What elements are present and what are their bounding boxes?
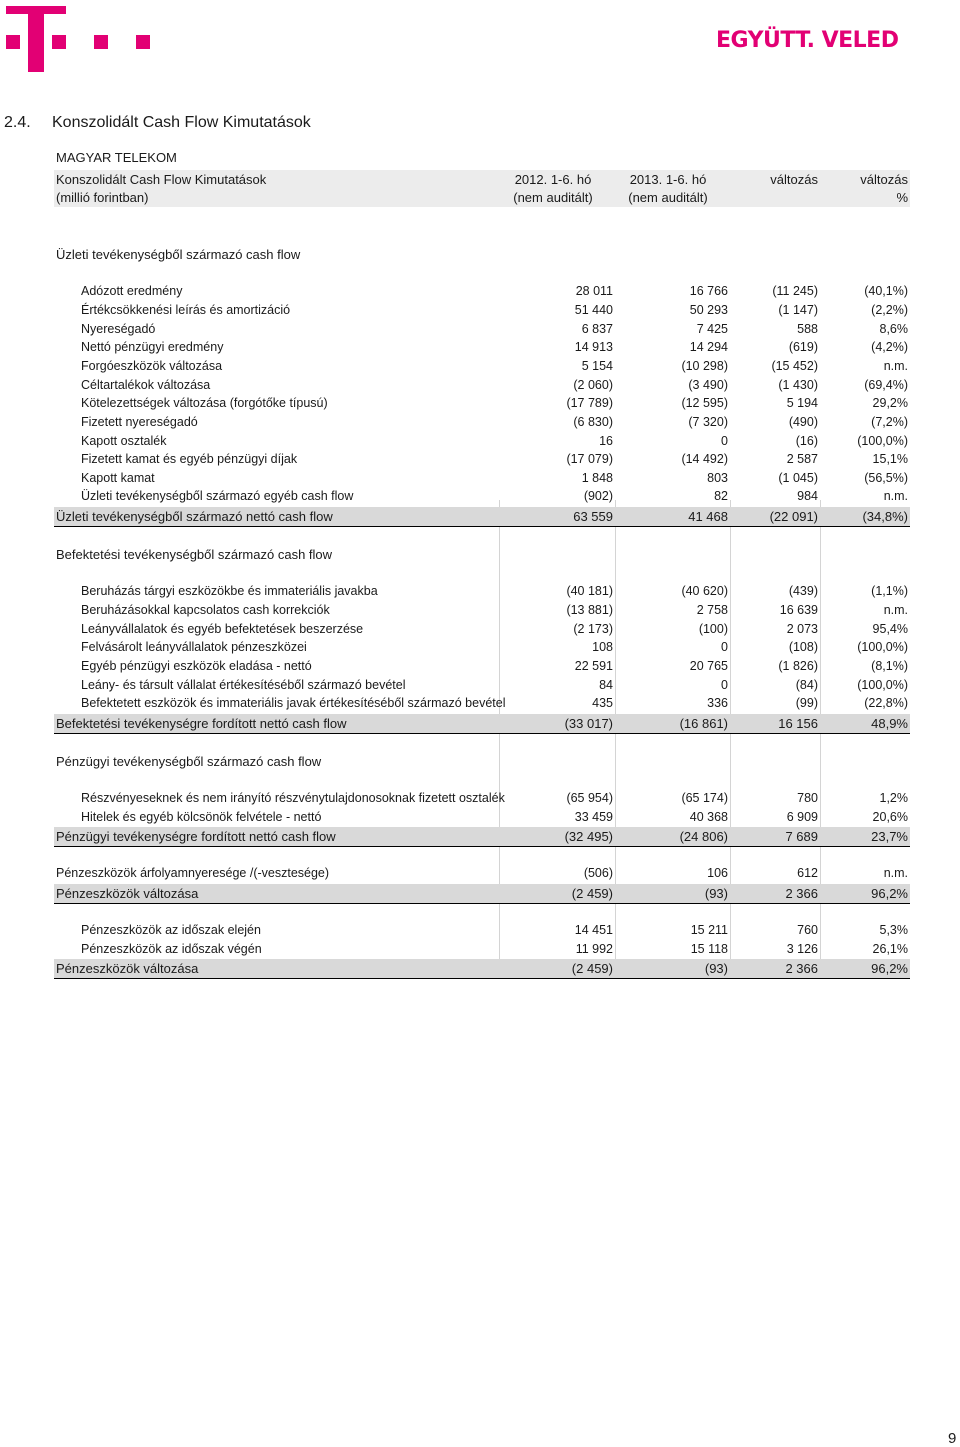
row-label: Pénzügyi tevékenységből származó cash flow: [56, 754, 322, 769]
value-change: 5 194: [786, 396, 818, 410]
value-2013: 16 766: [689, 284, 728, 298]
row-label: Pénzeszközök árfolyamnyeresége /(-vesztesége): [56, 866, 330, 880]
table-row: [54, 864, 910, 883]
value-2013: 14 294: [689, 340, 728, 354]
row-label: Pénzeszközök az időszak elején: [81, 923, 261, 937]
row-label: Üzleti tevékenységből származó nettó cash flow: [56, 509, 333, 524]
value-change: (1 826): [778, 659, 818, 673]
value-change-pct: (34,8%): [862, 509, 908, 524]
value-2013: 2 758: [696, 603, 728, 617]
value-change-pct: n.m.: [883, 359, 908, 373]
value-2012: 33 459: [574, 810, 613, 824]
section-row: [54, 545, 910, 564]
value-change: 588: [797, 322, 818, 336]
value-2013: (14 492): [681, 452, 728, 466]
value-2012: (13 881): [566, 603, 613, 617]
value-2012: (6 830): [573, 415, 613, 429]
value-change-pct: 8,6%: [879, 322, 908, 336]
row-label: Befektetési tevékenységből származó cash flow: [56, 547, 333, 562]
row-label: Értékcsökkenési leírás és amortizáció: [81, 303, 291, 317]
value-change-pct: 48,9%: [871, 716, 908, 731]
value-2013: 82: [714, 489, 728, 503]
table-row: [54, 921, 910, 940]
value-2012: 22 591: [574, 659, 613, 673]
row-label: Kötelezettségek változása (forgótőke típusú): [81, 396, 328, 410]
value-2013: 40 368: [689, 810, 728, 824]
table-row: [54, 808, 910, 827]
value-2013: (10 298): [681, 359, 728, 373]
value-2012: 28 011: [575, 284, 613, 298]
page-number: 9: [948, 1430, 957, 1447]
value-change: (16): [795, 434, 818, 448]
value-2012: (40 181): [566, 584, 613, 598]
table-row: [54, 357, 910, 376]
value-change-pct: (8,1%): [871, 659, 908, 673]
value-2013: 106: [707, 866, 728, 880]
total-row: [54, 959, 910, 979]
value-change-pct: n.m.: [883, 489, 908, 503]
table-row: [54, 694, 910, 713]
value-2013: (3 490): [688, 378, 728, 392]
value-2013: 15 211: [690, 923, 728, 937]
value-change-pct: 96,2%: [871, 961, 908, 976]
section-heading: [4, 114, 311, 132]
row-label: Leány- és társult vállalat értékesítéséből származó bevétel: [81, 678, 406, 692]
row-label: Adózott eredmény: [81, 284, 183, 298]
value-change-pct: 96,2%: [871, 886, 908, 901]
value-2013: 336: [707, 696, 728, 710]
table-row: [54, 657, 910, 676]
value-change: (99): [795, 696, 818, 710]
row-label: Pénzeszközök az időszak végén: [81, 942, 262, 956]
value-change-pct: (1,1%): [871, 584, 908, 598]
value-2012: 51 440: [574, 303, 613, 317]
value-2012: 6 837: [581, 322, 613, 336]
value-change-pct: 1,2%: [879, 791, 908, 805]
value-2012: (17 789): [566, 396, 613, 410]
value-2012: (32 495): [564, 829, 613, 844]
value-2012: 16: [599, 434, 613, 448]
value-change-pct: 26,1%: [872, 942, 908, 956]
value-2012: (902): [583, 489, 613, 503]
value-2012: (506): [583, 866, 613, 880]
table-unit: (millió forintban): [56, 190, 149, 205]
value-2012: (33 017): [564, 716, 613, 731]
row-label: Nettó pénzügyi eredmény: [81, 340, 224, 354]
table-row: [54, 601, 910, 620]
value-2012: (2 459): [571, 961, 613, 976]
value-2013: 0: [721, 678, 728, 692]
brand-slogan: EGYÜTT. VELED: [716, 28, 899, 53]
table-row: [54, 676, 910, 695]
value-change: 2 073: [786, 622, 818, 636]
total-row: [54, 827, 910, 847]
value-2013: (7 320): [688, 415, 728, 429]
row-label: Beruházásokkal kapcsolatos cash korrekciók: [81, 603, 330, 617]
value-change: 7 689: [785, 829, 818, 844]
row-label: Egyéb pénzügyi eszközök eladása - nettó: [81, 659, 312, 673]
value-2013: (12 595): [681, 396, 728, 410]
row-label: Pénzeszközök változása: [56, 961, 199, 976]
table-row: [54, 450, 910, 469]
value-change-pct: (100,0%): [857, 678, 908, 692]
value-change-pct: (7,2%): [871, 415, 908, 429]
value-2012: (17 079): [566, 452, 613, 466]
value-change-pct: (69,4%): [864, 378, 908, 392]
table-row: [54, 301, 910, 320]
value-change: 3 126: [786, 942, 818, 956]
value-2013: 50 293: [689, 303, 728, 317]
total-row: [54, 884, 910, 904]
row-label: Pénzeszközök változása: [56, 886, 199, 901]
value-2012: (2 060): [573, 378, 613, 392]
row-label: Részvényeseknek és nem irányító részvénytulajdonosoknak fizetett osztalék: [81, 791, 505, 805]
value-change-pct: (4,2%): [871, 340, 908, 354]
total-row: [54, 714, 910, 734]
value-change: (1 045): [778, 471, 818, 485]
value-2012: 84: [599, 678, 613, 692]
table-row: [54, 789, 910, 808]
table-title: Konszolidált Cash Flow Kimutatások: [56, 172, 267, 187]
value-change: (439): [788, 584, 818, 598]
table-row: [54, 638, 910, 657]
row-label: Hitelek és egyéb kölcsönök felvétele - nettó: [81, 810, 322, 824]
value-2013: (93): [704, 886, 728, 901]
table-row: [54, 940, 910, 959]
value-2012: 1 848: [581, 471, 613, 485]
value-2012: (2 459): [571, 886, 613, 901]
value-change: 2 366: [785, 961, 818, 976]
row-label: Üzleti tevékenységből származó cash flow: [56, 247, 301, 262]
row-label: Befektetési tevékenységre fordított nettó cash flow: [56, 716, 347, 731]
value-2013: 0: [721, 434, 728, 448]
col-change-pct-sub: %: [896, 190, 908, 205]
value-change-pct: 5,3%: [879, 923, 908, 937]
value-change: (84): [795, 678, 818, 692]
value-2013: (24 806): [679, 829, 728, 844]
table-row: [54, 320, 910, 339]
value-2013: (100): [698, 622, 728, 636]
value-2013: (93): [704, 961, 728, 976]
col-change-pct-header: változás: [860, 172, 908, 187]
value-change-pct: 95,4%: [872, 622, 908, 636]
value-2012: 108: [592, 640, 613, 654]
value-change: (490): [788, 415, 818, 429]
table-row: [54, 432, 910, 451]
total-row: [54, 507, 910, 527]
row-label: Felvásárolt leányvállalatok pénzeszközei: [81, 640, 307, 654]
table-row: [54, 394, 910, 413]
telekom-t-logo-icon: [6, 6, 156, 74]
row-label: Beruházás tárgyi eszközökbe és immateriális javakba: [81, 584, 378, 598]
company-name: MAGYAR TELEKOM: [56, 150, 177, 165]
value-2012: 11 992: [575, 942, 613, 956]
value-change: 2 366: [785, 886, 818, 901]
row-label: Kapott osztalék: [81, 434, 167, 448]
value-change: 6 909: [786, 810, 818, 824]
table-row: [54, 620, 910, 639]
value-change: 780: [797, 791, 818, 805]
value-change: 2 587: [786, 452, 818, 466]
value-2012: 14 451: [574, 923, 613, 937]
value-change: (108): [788, 640, 818, 654]
col-2012-header: 2012. 1-6. hó: [514, 172, 592, 187]
col-2013-sub: (nem auditált): [628, 190, 708, 205]
value-2013: (16 861): [679, 716, 728, 731]
value-2013: 803: [707, 471, 728, 485]
section-row: [54, 245, 910, 264]
value-2012: 5 154: [581, 359, 613, 373]
row-label: Pénzügyi tevékenységre fordított nettó cash flow: [56, 829, 336, 844]
value-change-pct: (56,5%): [864, 471, 908, 485]
value-2013: 7 425: [696, 322, 728, 336]
value-change: (11 245): [772, 284, 818, 298]
value-2013: (65 174): [681, 791, 728, 805]
value-change: (1 147): [778, 303, 818, 317]
row-label: Nyereségadó: [81, 322, 156, 336]
section-number: 2.4.: [4, 114, 31, 131]
value-change-pct: (100,0%): [857, 640, 908, 654]
value-change: (15 452): [771, 359, 818, 373]
value-change: (22 091): [769, 509, 818, 524]
table-row: [54, 282, 910, 301]
table-row: [54, 338, 910, 357]
value-2013: 20 765: [689, 659, 728, 673]
value-change: 612: [797, 866, 818, 880]
table-row: [54, 469, 910, 488]
row-label: Üzleti tevékenységből származó egyéb cash flow: [81, 489, 354, 503]
value-change-pct: n.m.: [883, 603, 908, 617]
row-label: Forgóeszközök változása: [81, 359, 223, 373]
value-2013: (40 620): [681, 584, 728, 598]
value-change: 984: [797, 489, 818, 503]
value-2012: (2 173): [573, 622, 613, 636]
col-2013-header: 2013. 1-6. hó: [629, 172, 707, 187]
table-row: [54, 376, 910, 395]
value-2013: 0: [721, 640, 728, 654]
section-title: Konszolidált Cash Flow Kimutatások: [52, 114, 311, 131]
row-label: Céltartalékok változása: [81, 378, 211, 392]
value-change: 760: [797, 923, 818, 937]
row-label: Fizetett kamat és egyéb pénzügyi díjak: [81, 452, 298, 466]
row-label: Kapott kamat: [81, 471, 155, 485]
value-change: (1 430): [778, 378, 818, 392]
table-row: [54, 487, 910, 506]
table-row: [54, 413, 910, 432]
value-2012: 435: [592, 696, 613, 710]
section-row: [54, 752, 910, 771]
value-change-pct: 23,7%: [871, 829, 908, 844]
value-change-pct: 15,1%: [872, 452, 908, 466]
value-2012: 63 559: [573, 509, 613, 524]
col-2012-sub: (nem auditált): [513, 190, 593, 205]
value-2012: 14 913: [574, 340, 613, 354]
value-change-pct: (40,1%): [864, 284, 908, 298]
table-header: [54, 170, 910, 207]
value-change-pct: 20,6%: [872, 810, 908, 824]
value-change-pct: (22,8%): [864, 696, 908, 710]
col-change-header: változás: [770, 172, 818, 187]
row-label: Befektetett eszközök és immateriális javak értékesítéséből származó bevétel: [81, 696, 506, 710]
value-2013: 15 118: [690, 942, 728, 956]
value-2012: (65 954): [566, 791, 613, 805]
table-row: [54, 582, 910, 601]
value-change: 16 156: [778, 716, 818, 731]
value-change: 16 639: [779, 603, 818, 617]
value-change-pct: (2,2%): [871, 303, 908, 317]
value-change-pct: n.m.: [883, 866, 908, 880]
value-2013: 41 468: [688, 509, 728, 524]
value-change: (619): [788, 340, 818, 354]
value-change-pct: (100,0%): [857, 434, 908, 448]
value-change-pct: 29,2%: [872, 396, 908, 410]
row-label: Leányvállalatok és egyéb befektetések beszerzése: [81, 622, 364, 636]
row-label: Fizetett nyereségadó: [81, 415, 198, 429]
